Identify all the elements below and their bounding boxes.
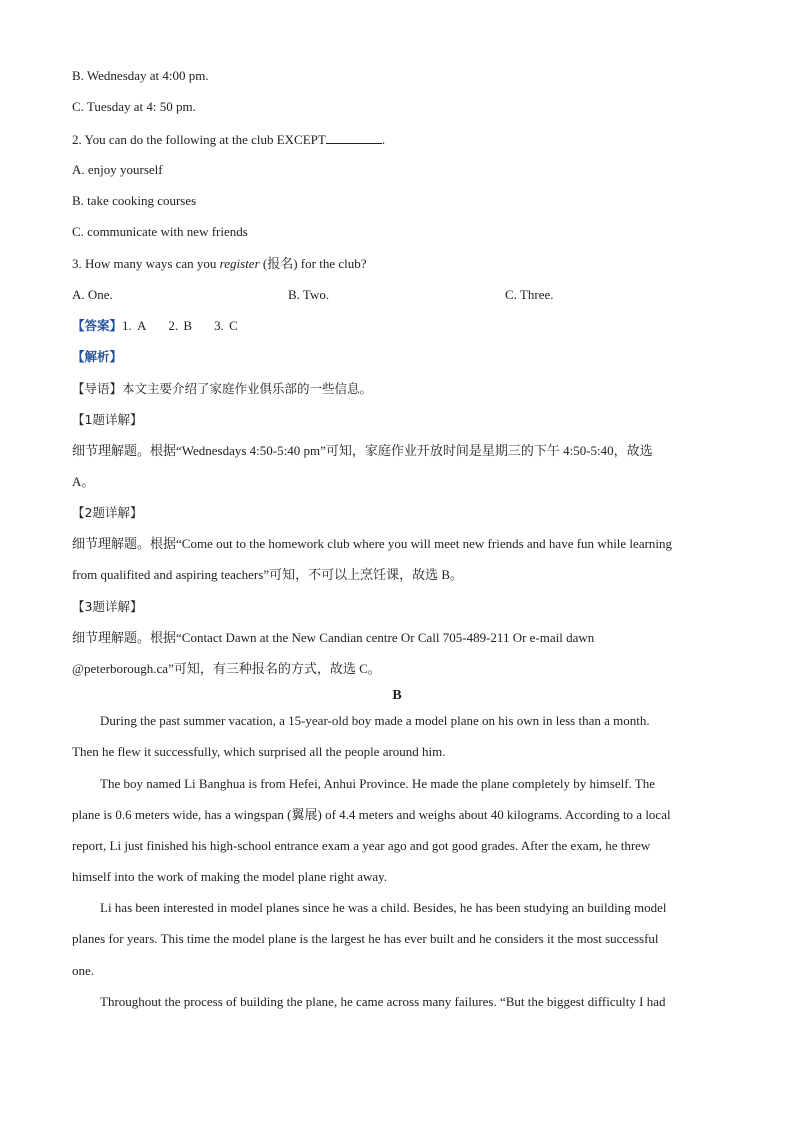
q3-stem-post: (报名) for the club? bbox=[259, 256, 367, 271]
detail-1-tag: 【1题详解】 bbox=[72, 412, 143, 427]
q2-option-a: A. enjoy yourself bbox=[72, 162, 163, 177]
q3-option-b: B. Two. bbox=[288, 287, 330, 302]
guide-tag: 【导语】 bbox=[72, 381, 123, 396]
passage-line: During the past summer vacation, a 15-year-old boy made a model plane on his own in less than a month. bbox=[100, 713, 650, 728]
passage-heading: B bbox=[392, 688, 402, 703]
answer-line bbox=[72, 318, 260, 334]
passage-line: The boy named Li Banghua is from Hefei, Anhui Province. He made the plane completely by himself. The bbox=[100, 776, 656, 791]
q1-option-b: B. Wednesday at 4:00 pm. bbox=[72, 68, 209, 83]
detail-2-line-1: 细节理解题。根据“Come out to the homework club where you will meet new friends and have fun while learning bbox=[72, 536, 673, 551]
passage-line: planes for years. This time the model plane is the largest he has ever built and he considers it the most successful bbox=[72, 931, 659, 946]
detail-3-line-2: @peterborough.ca”可知，有三种报名的方式，故选 C。 bbox=[72, 661, 381, 676]
detail-3-tag: 【3题详解】 bbox=[72, 599, 143, 614]
answer-tag: 【答案】 bbox=[72, 318, 123, 333]
detail-1-line-2: A。 bbox=[72, 474, 95, 489]
q3-stem bbox=[72, 256, 367, 272]
q3-stem-italic: register bbox=[219, 256, 260, 271]
answer-3: 3. C bbox=[214, 318, 238, 333]
q1-option-c: C. Tuesday at 4: 50 pm. bbox=[72, 99, 196, 114]
detail-3-line-1: 细节理解题。根据“Contact Dawn at the New Candian centre Or Call 705-489-211 Or e-mail dawn bbox=[72, 630, 595, 645]
passage-line: himself into the work of making the model plane right away. bbox=[72, 869, 388, 884]
guide-line bbox=[72, 381, 372, 397]
q2-option-b: B. take cooking courses bbox=[72, 193, 197, 208]
passage-line: Throughout the process of building the plane, he came across many failures. “But the biggest difficulty I had bbox=[100, 994, 666, 1009]
passage-line: Li has been interested in model planes since he was a child. Besides, he has been studying an building model bbox=[100, 900, 667, 915]
q2-stem bbox=[72, 131, 385, 148]
answer-1: 1. A bbox=[122, 318, 147, 333]
q2-stem-end: . bbox=[381, 132, 386, 147]
q3-option-a: A. One. bbox=[72, 287, 113, 302]
passage-line: plane is 0.6 meters wide, has a wingspan (翼展) of 4.4 meters and weighs about 40 kilograms. According to a local bbox=[72, 807, 671, 822]
q2-stem-text: 2. You can do the following at the club EXCEPT bbox=[72, 132, 326, 147]
passage-line: report, Li just finished his high-school entrance exam a year ago and got good grades. After the exam, he threw bbox=[72, 838, 651, 853]
q3-options bbox=[72, 287, 722, 303]
detail-2-tag: 【2题详解】 bbox=[72, 505, 143, 520]
q2-option-c: C. communicate with new friends bbox=[72, 224, 248, 239]
answer-2: 2. B bbox=[168, 318, 193, 333]
answer-blank bbox=[326, 131, 382, 144]
analysis-tag: 【解析】 bbox=[72, 349, 123, 364]
passage-line: Then he flew it successfully, which surprised all the people around him. bbox=[72, 744, 446, 759]
analysis-tag-line bbox=[72, 349, 122, 365]
guide-text: 本文主要介绍了家庭作业俱乐部的一些信息。 bbox=[122, 381, 373, 396]
q3-option-c: C. Three. bbox=[505, 287, 554, 302]
detail-1-line-1: 细节理解题。根据“Wednesdays 4:50-5:40 pm”可知，家庭作业开放时间是星期三的下午 4:50-5:40，故选 bbox=[72, 443, 653, 458]
q3-stem-pre: 3. How many ways can you bbox=[72, 256, 220, 271]
passage-line: one. bbox=[72, 963, 95, 978]
detail-2-line-2: from qualifited and aspiring teachers”可知，不可以上烹饪课，故选 B。 bbox=[72, 567, 464, 582]
